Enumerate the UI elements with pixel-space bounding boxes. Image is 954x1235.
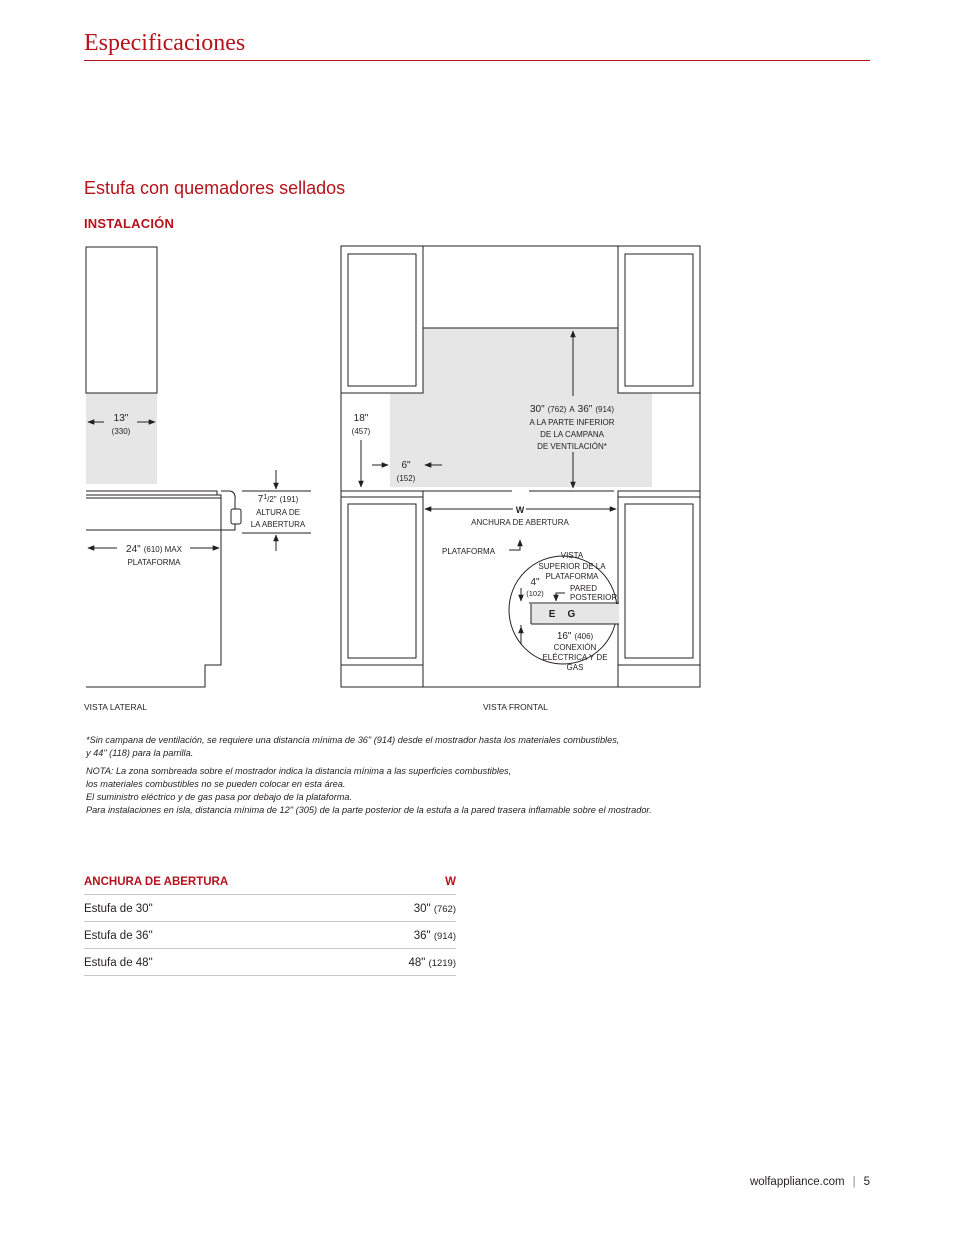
connection-caption3: GAS xyxy=(566,663,584,672)
side-knob xyxy=(231,509,241,524)
hood-dim-label xyxy=(530,404,614,415)
side-cooktop-top xyxy=(86,491,217,495)
table-row xyxy=(84,922,456,949)
dim-18-mm: (457) xyxy=(351,427,371,436)
note-line-6: Para instalaciones en isla, distancia mínima de 12" (305) de la parte posterior de la estufa a la pared trasera inflamable sobre el mostrador. xyxy=(86,805,652,815)
connection-caption2: ELÉCTRICA Y DE xyxy=(542,653,608,662)
page-number: 5 xyxy=(863,1176,870,1188)
hood-dim-30: 30" xyxy=(529,404,545,415)
opening-width-table xyxy=(84,872,456,976)
table-row xyxy=(84,895,456,922)
note-line-4: los materiales combustibles no se pueden colocar en esta área. xyxy=(86,779,346,789)
w-letter: W xyxy=(515,505,525,515)
note-line-5: El suministro eléctrico y de gas pasa por debajo de la plataforma. xyxy=(86,792,353,802)
dim-18-label: 18" xyxy=(353,413,369,424)
table-row-mm: (1219) xyxy=(428,958,456,969)
table-row-value xyxy=(414,930,456,942)
dim-24-inch: 24" xyxy=(126,544,141,555)
table-header xyxy=(84,872,456,895)
note-line-1: *Sin campana de ventilación, se requiere una distancia mínima de 36" (914) desde el mostrador hasta los materiales combustibles, xyxy=(86,735,620,745)
dim-4-mm: (102) xyxy=(526,589,544,598)
front-view-caption: VISTA FRONTAL xyxy=(483,702,548,712)
footer-site-link[interactable]: wolfappliance.com xyxy=(749,1176,845,1188)
circle-title3: PLATAFORMA xyxy=(545,572,599,581)
dim-6-mm: (152) xyxy=(396,474,416,483)
platform-label: PLATAFORMA xyxy=(442,547,496,556)
table-row-label: Estufa de 48" xyxy=(84,957,153,969)
front-upper-right-cabinet xyxy=(618,246,700,393)
front-view xyxy=(341,246,700,687)
hood-caption1: A LA PARTE INFERIOR xyxy=(529,418,615,427)
table-row-mm: (762) xyxy=(433,904,456,915)
page-title: Especificaciones xyxy=(84,30,246,56)
table-row-inch: 48" xyxy=(408,957,426,969)
e-letter: E xyxy=(548,609,556,620)
dim-16-inch: 16" xyxy=(556,631,572,642)
table-row-label: Estufa de 36" xyxy=(84,930,153,942)
table-row-inch: 30" xyxy=(413,903,431,915)
side-upper-cabinet xyxy=(86,247,157,393)
back-wall-label2: POSTERIOR xyxy=(570,593,618,602)
side-view-caption: VISTA LATERAL xyxy=(84,702,147,712)
dim-7-caption1: ALTURA DE xyxy=(256,508,300,517)
g-letter: G xyxy=(567,609,576,620)
dim-7-mm: (191) xyxy=(279,495,299,504)
front-upper-left-cabinet xyxy=(341,246,423,393)
dim-24-rest: (610) MAX xyxy=(143,545,182,554)
connection-caption1: CONEXIÓN xyxy=(553,643,597,652)
dim-13-label: 13" xyxy=(113,413,129,424)
note-line-2: y 44" (118) para la parrilla. xyxy=(86,748,194,758)
table-row-value xyxy=(408,957,456,969)
back-wall-label1: PARED xyxy=(570,584,597,593)
footer-separator: | xyxy=(852,1176,856,1188)
table-header-label: ANCHURA DE ABERTURA xyxy=(84,876,229,888)
dim-6-label: 6" xyxy=(401,460,411,471)
circle-title2: SUPERIOR DE LA xyxy=(538,562,606,571)
dim-4-label: 4" xyxy=(530,577,540,588)
dim-7-rest: /2" xyxy=(267,495,277,504)
hood-caption2: DE LA CAMPANA xyxy=(540,430,604,439)
hood-caption3: DE VENTILACIÓN* xyxy=(537,442,607,451)
hood-dim-a: A xyxy=(569,405,575,414)
dim-7-whole: 7 xyxy=(257,494,264,505)
dim-24-caption: PLATAFORMA xyxy=(127,558,181,567)
footer xyxy=(750,1176,870,1188)
section-heading: Estufa con quemadores sellados xyxy=(84,178,346,198)
dim-7-sup: 1 xyxy=(263,494,268,501)
hood-dim-36: 36" xyxy=(577,404,593,415)
table-row xyxy=(84,949,456,976)
hood-dim-914: (914) xyxy=(595,405,615,414)
dim-7-caption2: LA ABERTURA xyxy=(250,520,306,529)
note-line-3: NOTA: La zona sombreada sobre el mostrador indica la distancia mínima a las superficies combustibles, xyxy=(86,766,512,776)
table-row-label: Estufa de 30" xyxy=(84,903,153,915)
hood-dim-762: (762) xyxy=(547,405,567,414)
side-view xyxy=(86,247,311,687)
sub-heading: INSTALACIÓN xyxy=(84,216,175,231)
w-caption: ANCHURA DE ABERTURA xyxy=(471,518,569,527)
dim-16-label xyxy=(557,631,594,642)
side-stove-body xyxy=(86,495,221,687)
table-row-inch: 36" xyxy=(413,930,431,942)
table-header-value: W xyxy=(445,876,456,888)
dim-13-mm: (330) xyxy=(111,427,131,436)
table-row-value xyxy=(414,903,456,915)
circle-title1: VISTA xyxy=(560,551,584,560)
dim-7-label xyxy=(258,494,299,505)
dim-16-mm: (406) xyxy=(574,632,594,641)
side-shaded-zone xyxy=(86,393,157,484)
dim-24-label xyxy=(126,544,183,555)
front-hood xyxy=(423,246,618,328)
table-row-mm: (914) xyxy=(433,931,456,942)
